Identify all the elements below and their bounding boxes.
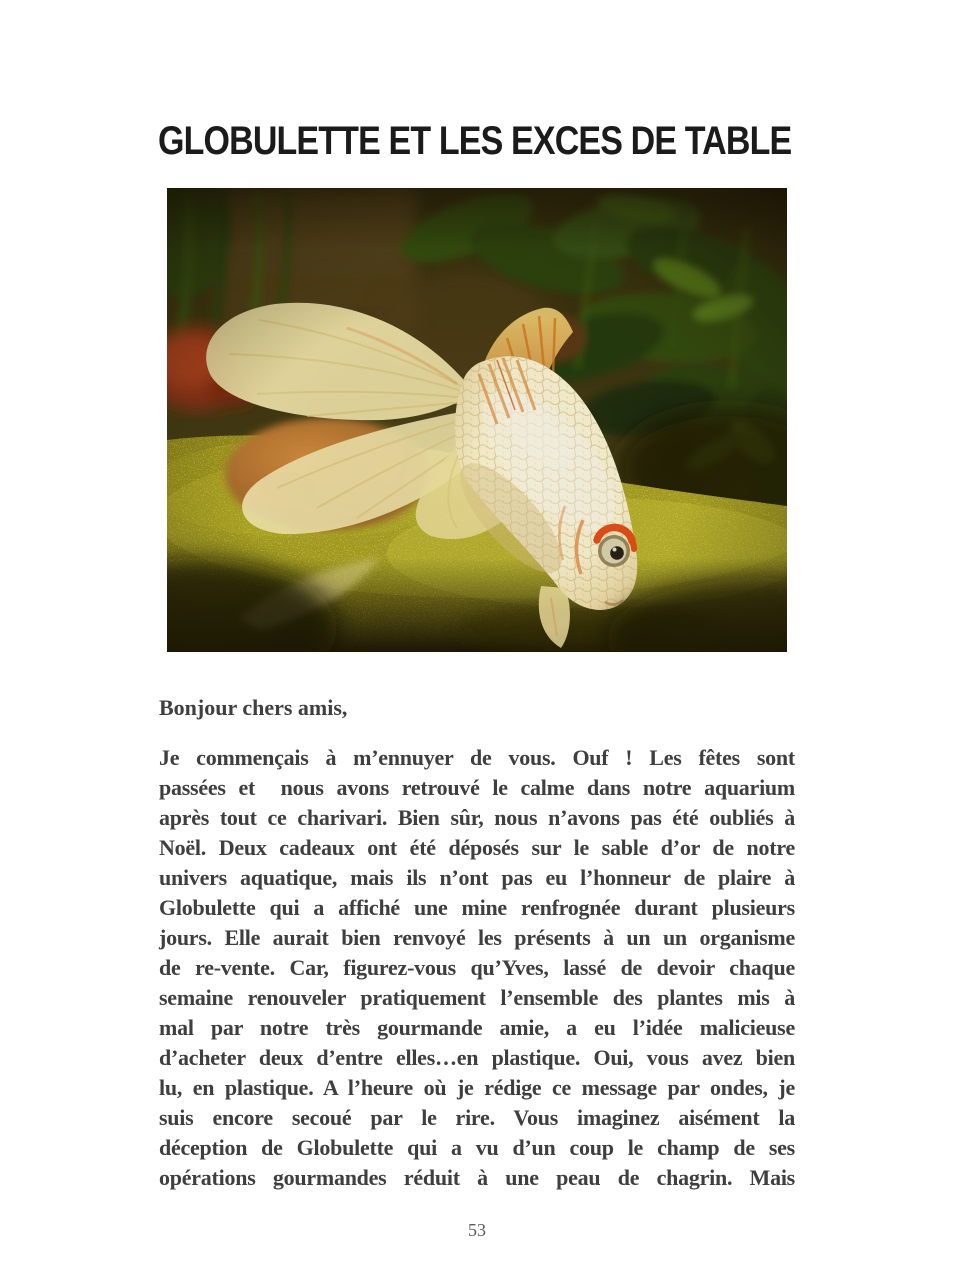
body-greeting: Bonjour chers amis, [159,695,348,720]
paragraph-line: univers aquatique, mais ils n’ont pas eu l’honneur de plaire à [159,865,795,890]
paragraph-line: d’acheter deux d’entre elles…en plastique. Oui, vous avez bien [159,1045,795,1070]
paragraph-line: semaine renouveler pratiquement l’ensemble des plantes mis à [159,985,795,1010]
paragraph-line: lu, en plastique. A l’heure où je rédige ce message par ondes, je [159,1075,795,1100]
paragraph-line: suis encore secoué par le rire. Vous imaginez aisément la [159,1105,795,1130]
body-paragraph [159,743,795,1193]
page-title: GLOBULETTE ET LES EXCES DE TABLE [158,119,792,163]
paragraph-line: déception de Globulette qui a vu d’un coup le champ de ses [159,1135,795,1160]
paragraph-line: après tout ce charivari. Bien sûr, nous n’avons pas été oubliés à [159,805,795,830]
paragraph-line: passées et nous avons retrouvé le calme dans notre aquarium [159,775,795,800]
paragraph-line: de re-vente. Car, figurez-vous qu’Yves, lassé de devoir chaque [159,955,795,980]
aquarium-photo [167,188,787,652]
paragraph-line: opérations gourmandes réduit à une peau de chagrin. Mais [159,1165,795,1190]
paragraph-line: Globulette qui a affiché une mine renfrognée durant plusieurs [159,895,795,920]
goldfish-photo-illustration [167,188,787,652]
paragraph-line: Noël. Deux cadeaux ont été déposés sur le sable d’or de notre [159,835,795,860]
page-number: 53 [468,1220,486,1240]
paragraph-line: mal par notre très gourmande amie, a eu l’idée malicieuse [159,1015,795,1040]
paragraph-line: jours. Elle aurait bien renvoyé les présents à un un organisme [159,925,795,950]
paragraph-line: Je commençais à m’ennuyer de vous. Ouf ! Les fêtes sont [159,745,795,770]
